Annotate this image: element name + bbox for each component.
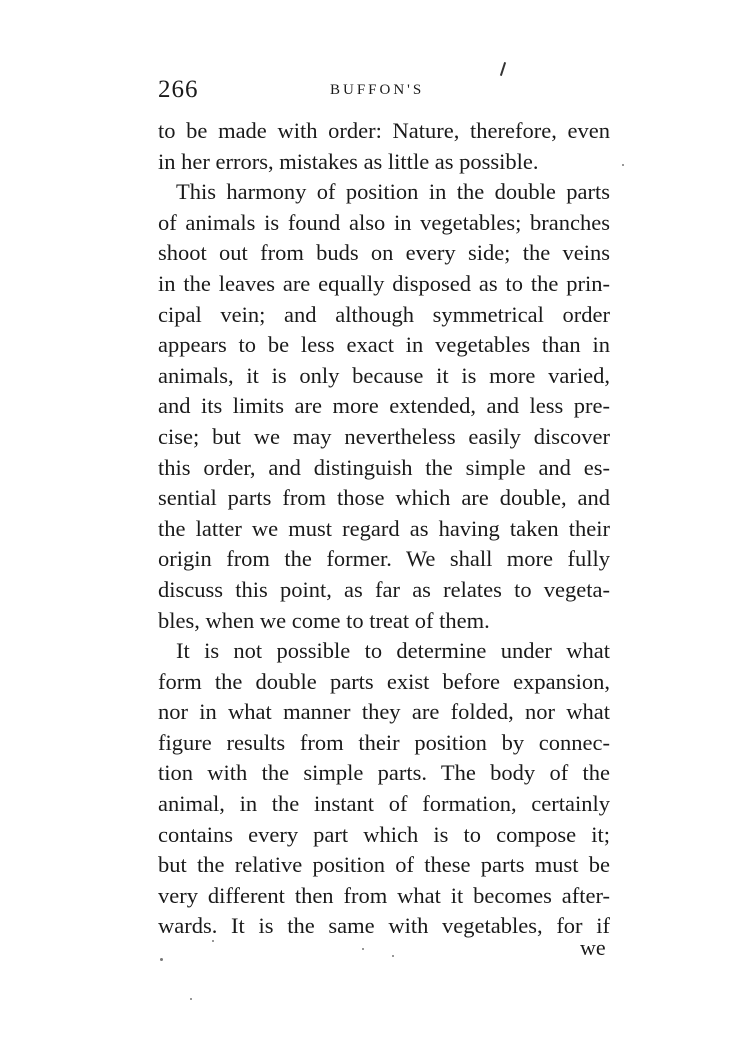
text-line: bles, when we come to treat of them. [158, 607, 490, 633]
text-line: figure results from their position by connec- [158, 729, 610, 755]
text-line: contains every part which is to compose it; [158, 821, 610, 847]
text-line: but the relative position of these parts must be [158, 852, 610, 878]
body-text [158, 116, 610, 942]
print-speck [392, 955, 394, 957]
text-line: appears to be less exact in vegetables than in [158, 332, 610, 358]
text-line: This harmony of position in the double parts [176, 179, 610, 205]
catchword: we [580, 935, 606, 960]
text-line: cise; but we may nevertheless easily discover [158, 423, 610, 449]
text-line: origin from the former. We shall more fully [158, 546, 610, 572]
text-line: form the double parts exist before expansion, [158, 668, 610, 694]
print-speck [362, 948, 364, 950]
page-header [158, 76, 618, 110]
text-line: shoot out from buds on every side; the veins [158, 240, 610, 266]
text-line: It is not possible to determine under what [176, 638, 610, 664]
print-speck [212, 940, 214, 942]
text-line: very different then from what it becomes after- [158, 882, 610, 908]
text-line: in the leaves are equally disposed as to the prin- [158, 270, 610, 296]
text-line: to be made with order: Nature, therefore, even [158, 118, 610, 143]
text-line: in her errors, mistakes as little as possible. [158, 148, 539, 174]
text-line: cipal vein; and although symmetrical order [158, 301, 610, 327]
print-speck [622, 164, 624, 166]
text-line: wards. It is the same with vegetables, for if [158, 913, 610, 939]
print-speck [190, 998, 192, 1000]
text-line: of animals is found also in vegetables; branches [158, 209, 610, 235]
running-head: BUFFON'S [330, 82, 425, 98]
text-line: animal, in the instant of formation, certainly [158, 791, 610, 817]
text-line: nor in what manner they are folded, nor what [158, 699, 610, 725]
text-line: and its limits are more extended, and less pre- [158, 393, 610, 419]
text-line: discuss this point, as far as relates to vegeta- [158, 576, 610, 602]
text-line: the latter we must regard as having taken their [158, 515, 610, 541]
text-line: tion with the simple parts. The body of the [158, 760, 610, 786]
text-line: this order, and distinguish the simple and es- [158, 454, 610, 480]
text-line: animals, it is only because it is more varied, [158, 362, 610, 388]
ink-mark [500, 62, 506, 76]
text-line: sential parts from those which are double, and [158, 485, 610, 511]
print-speck [160, 958, 163, 961]
page-number: 266 [158, 76, 199, 103]
